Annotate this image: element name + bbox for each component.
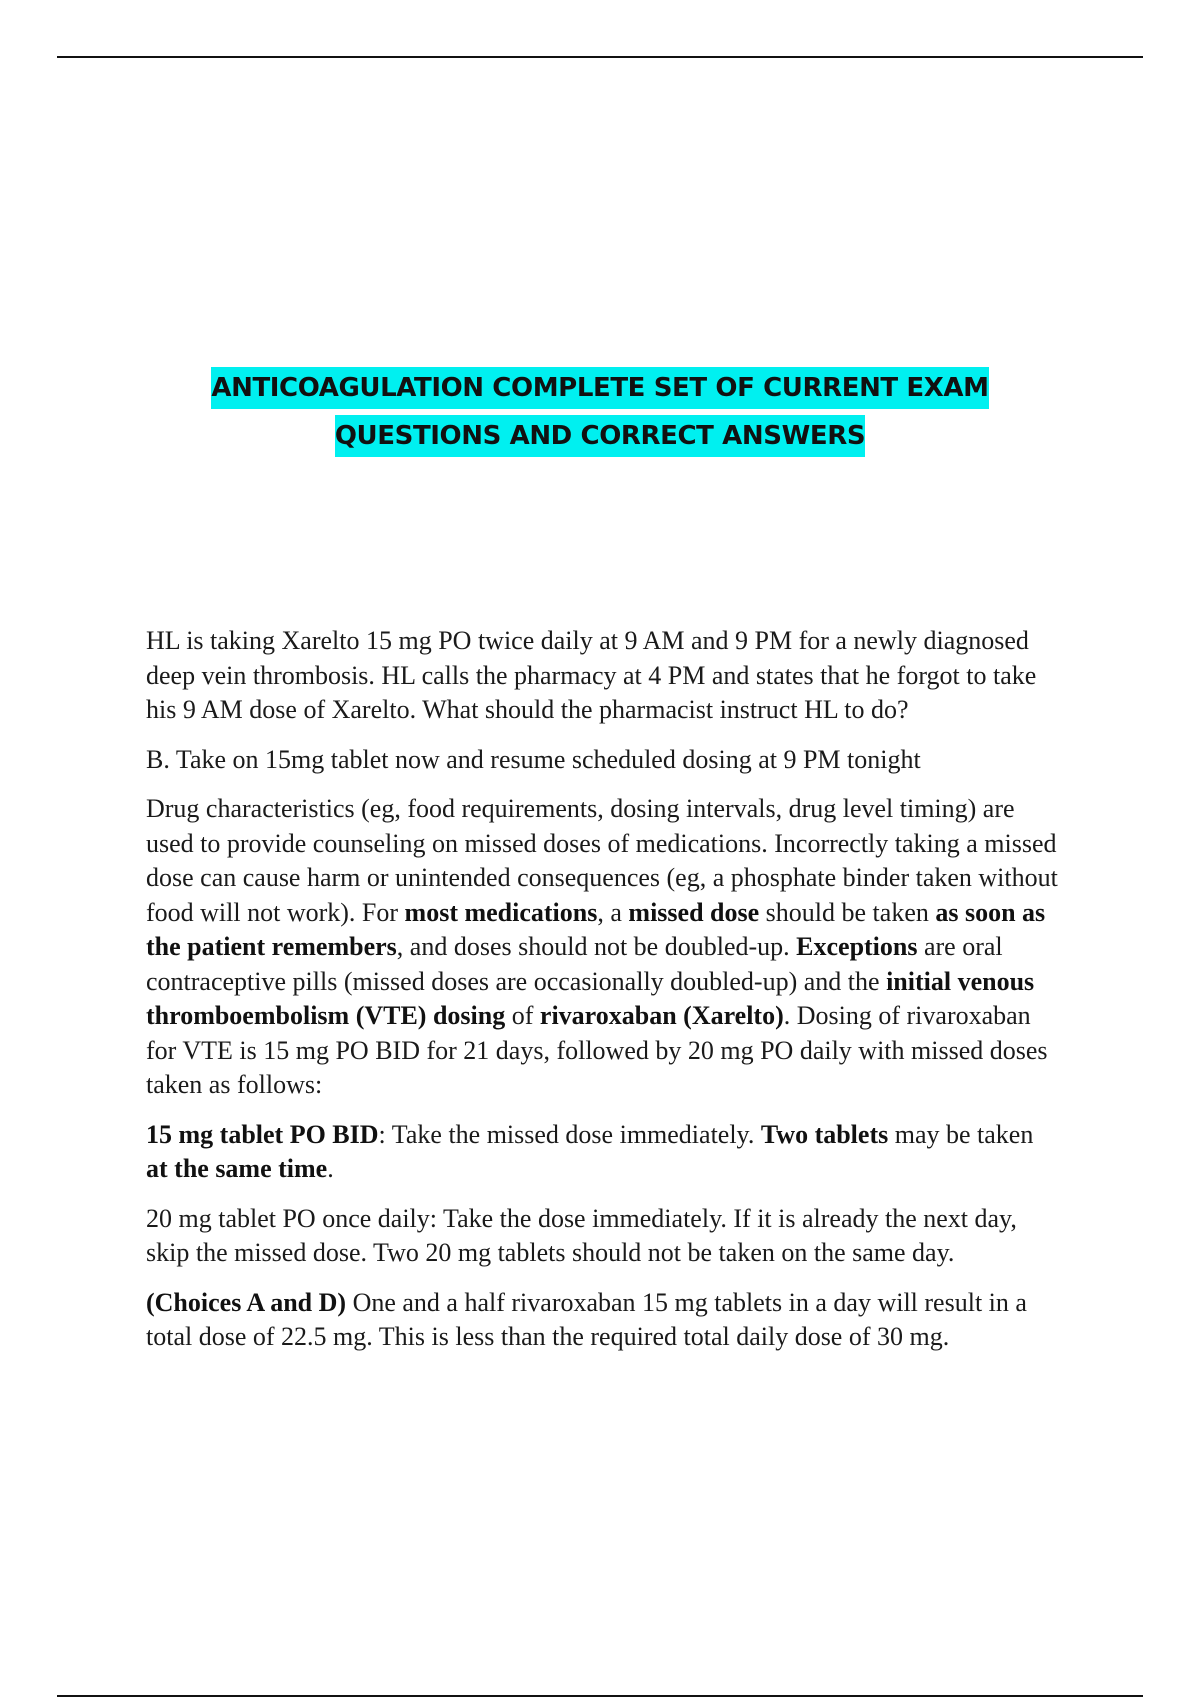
question-paragraph: HL is taking Xarelto 15 mg PO twice daily at 9 AM and 9 PM for a newly diagnosed deep vein thrombosis. HL calls the pharmacy at 4 PM and states that he forgot to take his 9 AM dose of Xarelto. What should the pharmacist instruct HL to do? xyxy=(146,626,1037,724)
footer-rule xyxy=(57,1695,1143,1697)
explanation-bold: Exceptions xyxy=(796,932,918,961)
explanation-text: of xyxy=(505,1001,540,1030)
rule-20mg-paragraph: 20 mg tablet PO once daily: Take the dose immediately. If it is already the next day, skip the missed dose. Two 20 mg tablets should not be taken on the same day. xyxy=(146,1203,1017,1267)
rule-15mg-bold: at the same time xyxy=(146,1154,328,1183)
explanation-bold: most medications xyxy=(404,897,598,927)
rule-15mg-text: . xyxy=(327,1154,334,1183)
answer-paragraph: B. Take on 15mg tablet now and resume scheduled dosing at 9 PM tonight xyxy=(146,744,921,774)
explanation-bold: missed dose xyxy=(628,897,760,927)
header-rule xyxy=(57,56,1143,58)
explanation-text: should be taken xyxy=(759,897,936,927)
explanation-text: , and doses should not be doubled-up. xyxy=(396,932,797,961)
rule-15mg-text: may be taken xyxy=(888,1119,1034,1149)
document-body xyxy=(146,624,1058,1370)
choices-note-bold: (Choices A and D) xyxy=(146,1287,347,1317)
title-line-1: ANTICOAGULATION COMPLETE SET OF CURRENT EXAM xyxy=(211,367,988,409)
explanation-text: Drug characteristics (eg, food requirements, dosing intervals, drug level timing) are used to provide counseling on missed doses of medications. Incorrectly taking a missed dose can cause harm or unintended consequences (eg, a phosphate binder taken without food will not work). For xyxy=(146,794,1058,927)
document-title xyxy=(0,364,1200,460)
choices-note-text: One and a half rivaroxaban 15 mg tablets in a day will result in a total dose of 22.5 mg. This is less than the required total daily dose of 30 mg. xyxy=(146,1287,1027,1351)
rule-15mg-bold: Two tablets xyxy=(760,1119,889,1149)
explanation-text: , a xyxy=(597,897,629,927)
explanation-bold: as soon as the patient remembers xyxy=(146,897,1046,961)
explanation-paragraph xyxy=(146,792,1058,1103)
title-line-2: QUESTIONS AND CORRECT ANSWERS xyxy=(335,415,865,457)
explanation-text: . Dosing of rivaroxaban for VTE is 15 mg PO BID for 21 days, followed by 20 mg PO daily with missed doses taken as follows: xyxy=(146,1001,1048,1099)
rule-15mg-text: : Take the missed dose immediately. xyxy=(378,1119,761,1149)
explanation-text: are oral contraceptive pills (missed doses are occasionally doubled-up) and the xyxy=(146,932,1003,996)
rule-15mg-paragraph xyxy=(146,1118,1058,1187)
explanation-bold: initial venous thromboembolism (VTE) dosing xyxy=(146,966,1035,1030)
explanation-bold: rivaroxaban (Xarelto) xyxy=(539,1001,784,1030)
choices-note-paragraph xyxy=(146,1286,1058,1355)
rule-15mg-bold: 15 mg tablet PO BID xyxy=(146,1119,379,1149)
